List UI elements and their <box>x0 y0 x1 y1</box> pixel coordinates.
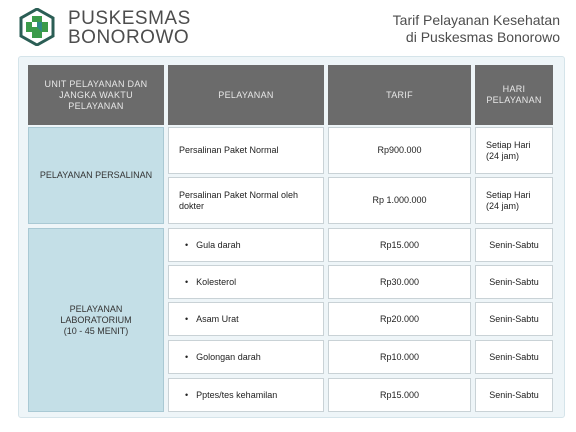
service-cell <box>168 265 324 299</box>
days-cell: Senin-Sabtu <box>475 340 553 374</box>
bullet-icon: • <box>185 239 189 250</box>
bullet-icon: • <box>185 351 189 362</box>
service-cell <box>168 378 324 412</box>
unit-label-line: LABORATORIUM <box>60 314 132 325</box>
brand-name <box>68 9 191 47</box>
bullet-icon: • <box>185 313 189 324</box>
bullet-icon: • <box>185 276 189 287</box>
days-cell: Setiap Hari (24 jam) <box>475 177 553 224</box>
unit-label-line: PELAYANAN <box>69 303 123 314</box>
days-cell: Senin-Sabtu <box>475 302 553 336</box>
days-cell: Senin-Sabtu <box>475 378 553 412</box>
brand-line-1: PUSKESMAS <box>68 8 191 29</box>
column-header-unit: UNIT PELAYANAN DAN JANGKA WAKTU PELAYANAN <box>28 65 164 125</box>
days-cell: Senin-Sabtu <box>475 265 553 299</box>
service-label: Asam Urat <box>196 313 239 324</box>
tarif-cell: Rp15.000 <box>328 228 471 262</box>
subtitle-line-2: di Puskesmas Bonorowo <box>405 29 560 45</box>
service-cell <box>168 228 324 262</box>
tarif-cell: Rp 1.000.000 <box>328 177 471 224</box>
column-header-tarif: TARIF <box>328 65 471 125</box>
brand-line-2: BONOROWO <box>68 27 190 48</box>
subtitle-line-1: Tarif Pelayanan Kesehatan <box>392 12 560 28</box>
tarif-cell: Rp10.000 <box>328 340 471 374</box>
tarif-cell: Rp30.000 <box>328 265 471 299</box>
tarif-cell: Rp20.000 <box>328 302 471 336</box>
tarif-cell: Rp900.000 <box>328 127 471 174</box>
service-label: Golongan darah <box>196 351 261 362</box>
unit-duration: (10 - 45 MENIT) <box>63 325 129 336</box>
column-header-service: PELAYANAN <box>168 65 324 125</box>
service-cell: Persalinan Paket Normal <box>168 127 324 174</box>
tarif-cell: Rp15.000 <box>328 378 471 412</box>
page-subtitle <box>393 12 560 46</box>
page-header <box>16 6 560 52</box>
service-label: Gula darah <box>196 239 241 250</box>
unit-cell-persalinan: PELAYANAN PERSALINAN <box>28 127 164 224</box>
service-label: Kolesterol <box>196 276 237 287</box>
service-cell <box>168 302 324 336</box>
service-cell <box>168 340 324 374</box>
health-cross-logo-icon <box>18 8 56 46</box>
service-label: Pptes/tes kehamilan <box>196 389 278 400</box>
bullet-icon: • <box>185 389 189 400</box>
service-cell: Persalinan Paket Normal oleh dokter <box>168 177 324 224</box>
column-header-days: HARI PELAYANAN <box>475 65 553 125</box>
days-cell: Senin-Sabtu <box>475 228 553 262</box>
days-cell: Setiap Hari (24 jam) <box>475 127 553 174</box>
unit-cell-laboratorium <box>28 228 164 412</box>
